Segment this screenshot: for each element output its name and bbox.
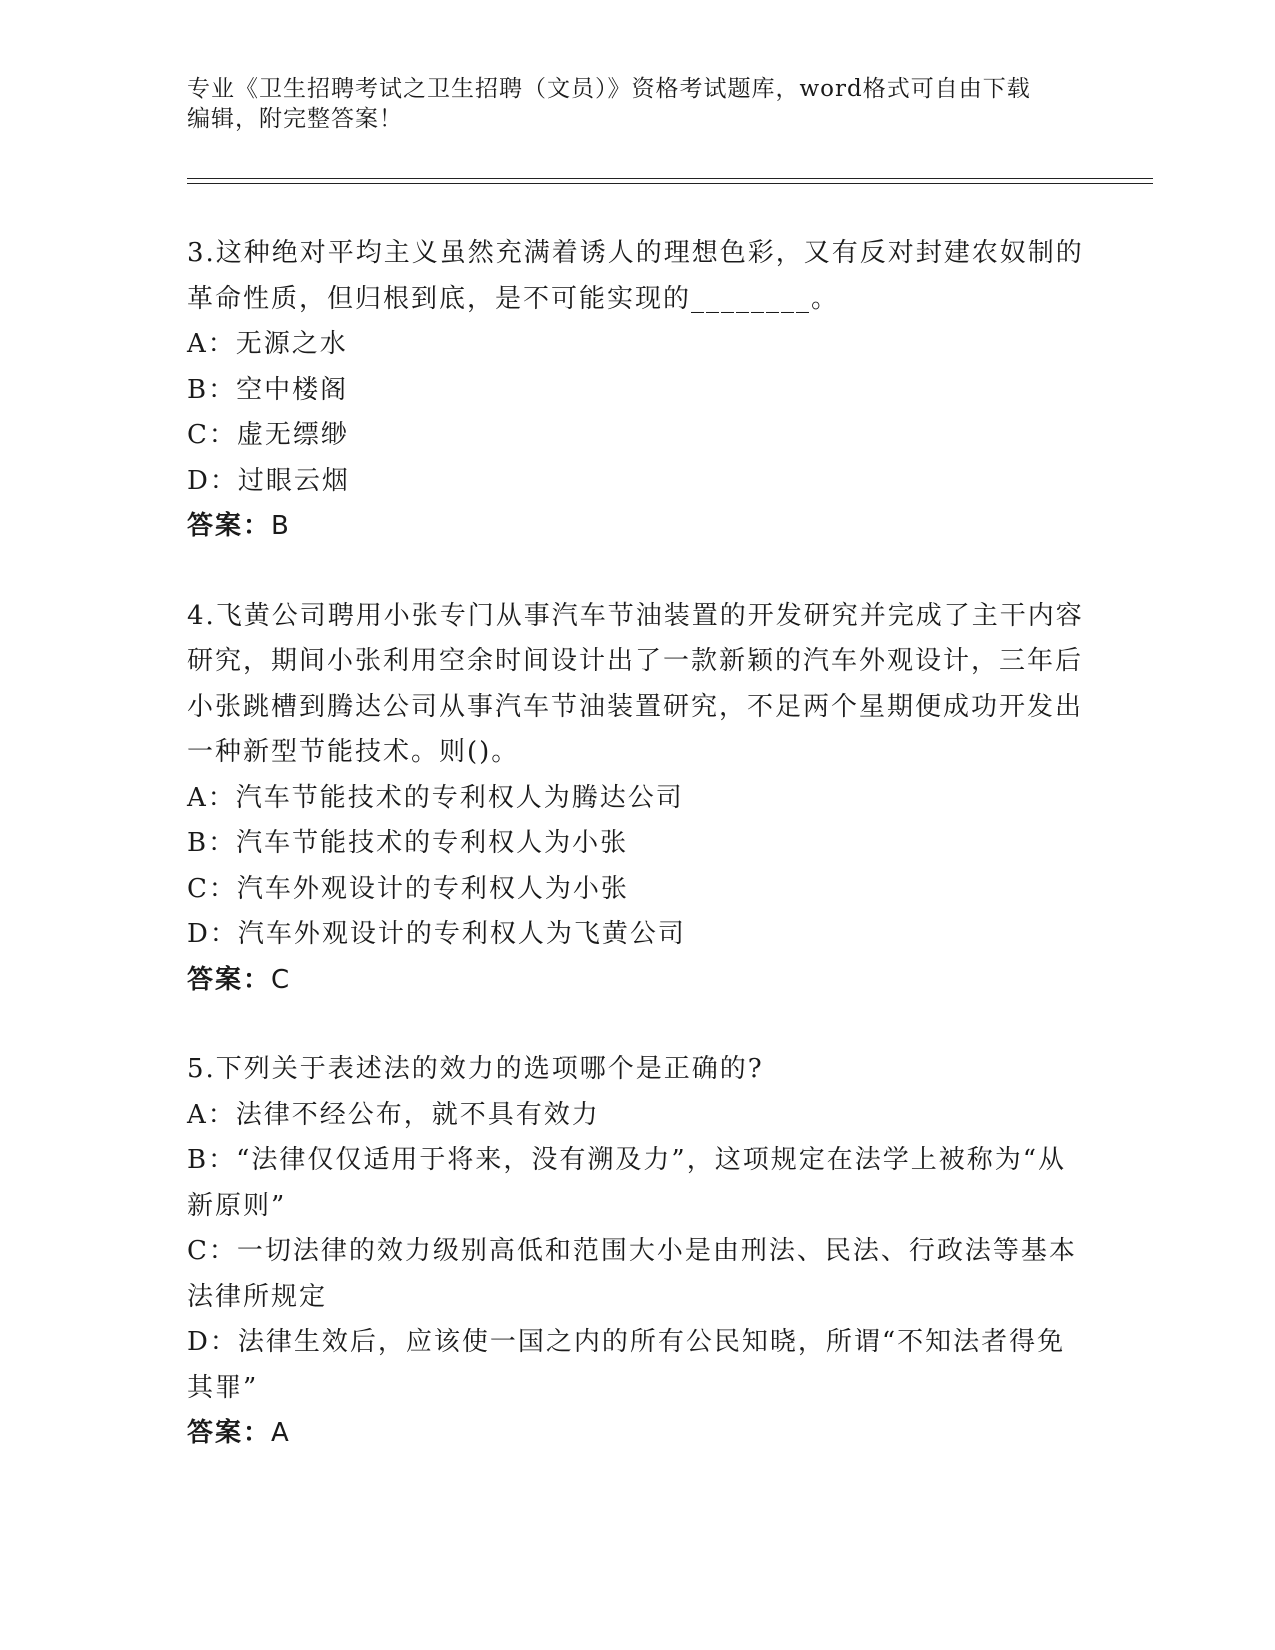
- option-key: B：: [187, 828, 237, 858]
- option-key: D：: [187, 465, 238, 496]
- question-4: [187, 594, 1087, 1004]
- header-divider-top: [187, 178, 1153, 179]
- answer-value: C: [271, 964, 292, 995]
- option-b: [187, 1138, 1087, 1229]
- option-c: [187, 1229, 1087, 1320]
- option-key: D：: [187, 919, 238, 949]
- question-text: 4.飞黄公司聘用小张专门从事汽车节油装置的开发研究并完成了主干内容研究，期间小张利用空余时间设计出了一款新颖的汽车外观设计，三年后小张跳槽到腾达公司从事汽车节油装置研究，不足两个星期便成功开发出一种新型节能技术。则()。: [187, 600, 1084, 767]
- option-text: 空中楼阁: [236, 374, 349, 405]
- question-text: 3.这种绝对平均主义虽然充满着诱人的理想色彩，又有反对封建农奴制的革命性质，但归根到底，是不可能实现的________。: [187, 238, 1084, 314]
- option-text: 法律生效后，应该使一国之内的所有公民知晓，所谓“不知法者得免其罪”: [187, 1327, 1066, 1403]
- option-text: “法律仅仅适用于将来，没有溯及力”，这项规定在法学上被称为“从新原则”: [187, 1145, 1066, 1221]
- answer-value: A: [271, 1418, 291, 1448]
- header-divider-bottom: [187, 183, 1153, 184]
- question-3: [187, 231, 1087, 550]
- document-header: [187, 74, 1087, 134]
- option-d: [187, 912, 1087, 958]
- option-a: [187, 1093, 1087, 1139]
- option-a: [187, 776, 1087, 822]
- option-text: 汽车外观设计的专利权人为飞黄公司: [237, 919, 686, 949]
- answer: [187, 504, 1087, 550]
- option-text: 汽车节能技术的专利权人为腾达公司: [235, 782, 684, 813]
- option-d: [187, 1320, 1087, 1411]
- header-line-1: 专业《卫生招聘考试之卫生招聘（文员）》资格考试题库，word格式可自由下载: [187, 76, 1031, 102]
- option-text: 一切法律的效力级别高低和范围大小是由刑法、民法、行政法等基本法律所规定: [187, 1236, 1077, 1312]
- answer-label: 答案：: [187, 1418, 272, 1448]
- answer-label: 答案：: [187, 511, 272, 541]
- option-key: B：: [187, 1145, 237, 1175]
- option-key: A：: [187, 329, 236, 359]
- question-5: [187, 1047, 1087, 1457]
- answer-value: B: [271, 511, 291, 541]
- option-a: [187, 322, 1087, 368]
- option-key: C：: [187, 1236, 237, 1266]
- option-c: [187, 413, 1087, 459]
- option-key: A：: [187, 782, 236, 813]
- option-d: [187, 459, 1087, 505]
- option-text: 汽车外观设计的专利权人为小张: [236, 873, 629, 904]
- option-b: [187, 368, 1087, 414]
- answer: [187, 1411, 1087, 1457]
- answer: [187, 958, 1087, 1004]
- option-key: A：: [187, 1099, 236, 1130]
- option-text: 法律不经公布，就不具有效力: [235, 1099, 600, 1130]
- option-text: 虚无缥缈: [236, 420, 349, 450]
- option-key: C：: [187, 420, 237, 450]
- option-text: 过眼云烟: [237, 465, 350, 496]
- question-list: [187, 231, 1087, 1501]
- option-b: [187, 821, 1087, 867]
- option-text: 无源之水: [235, 329, 348, 359]
- option-text: 汽车节能技术的专利权人为小张: [236, 828, 629, 858]
- header-line-2: 编辑，附完整答案！: [187, 106, 403, 132]
- option-key: D：: [187, 1327, 238, 1357]
- answer-label: 答案：: [187, 964, 272, 995]
- option-key: C：: [187, 873, 237, 904]
- option-key: B：: [187, 374, 237, 405]
- option-c: [187, 867, 1087, 913]
- question-text: 5.下列关于表述法的效力的选项哪个是正确的?: [187, 1054, 764, 1084]
